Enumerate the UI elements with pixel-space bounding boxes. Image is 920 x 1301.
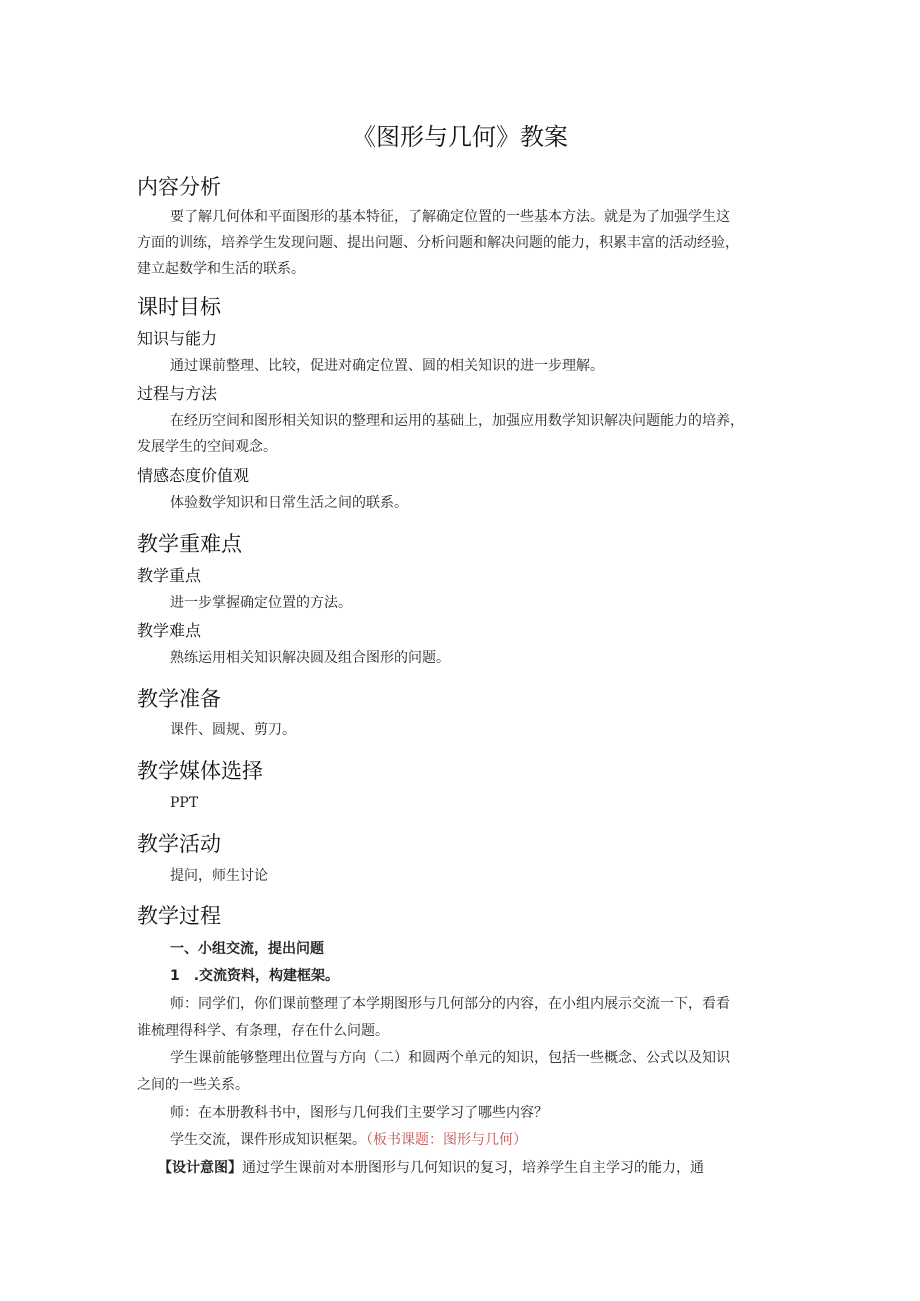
subheading-difficult-point: 教学难点 xyxy=(137,621,202,640)
design-intent-label: 【设计意图】 xyxy=(158,1160,242,1176)
process-method-line-1: 在经历空间和图形相关知识的整理和运用的基础上，加强应用数学知识解决问题能力的培养， xyxy=(170,413,744,429)
heading-teaching-process: 教学过程 xyxy=(137,904,221,928)
student-line-4 xyxy=(170,1130,527,1150)
heading-teaching-activity: 教学活动 xyxy=(137,832,221,856)
process-method-line-2: 发展学生的空间观念。 xyxy=(137,439,277,455)
content-analysis-line-3: 建立起数学和生活的联系。 xyxy=(137,261,305,277)
teacher-line-3: 师：在本册教科书中，图形与几何我们主要学习了哪些内容？ xyxy=(170,1105,548,1121)
knowledge-ability-text: 通过课前整理、比较，促进对确定位置、圆的相关知识的进一步理解。 xyxy=(170,358,604,374)
subheading-knowledge-ability: 知识与能力 xyxy=(137,329,218,348)
board-title-note: （板书课题：图形与几何） xyxy=(366,1132,527,1148)
teaching-activity-text: 提问，师生讨论 xyxy=(170,868,268,884)
design-intent-line xyxy=(158,1158,704,1178)
content-analysis-line-1: 要了解几何体和平面图形的基本特征，了解确定位置的一些基本方法。就是为了加强学生这 xyxy=(170,209,730,225)
document-title: 《图形与几何》教案 xyxy=(352,123,568,151)
heading-teaching-media: 教学媒体选择 xyxy=(137,759,263,783)
teacher-line-1b: 谁梳理得科学、有条理，存在什么问题。 xyxy=(137,1023,389,1039)
student-line-4-text: 学生交流，课件形成知识框架。 xyxy=(170,1132,366,1148)
teacher-line-1a: 师：同学们，你们课前整理了本学期图形与几何部分的内容，在小组内展示交流一下，看看 xyxy=(170,996,730,1012)
heading-lesson-goals: 课时目标 xyxy=(137,295,221,319)
teaching-prep-text: 课件、圆规、剪刀。 xyxy=(170,722,296,738)
subheading-attitude-values: 情感态度价值观 xyxy=(137,466,250,485)
heading-content-analysis: 内容分析 xyxy=(137,175,221,199)
student-line-2a: 学生课前能够整理出位置与方向（二）和圆两个单元的知识，包括一些概念、公式以及知识 xyxy=(170,1050,730,1066)
attitude-values-text: 体验数学知识和日常生活之间的联系。 xyxy=(170,495,408,511)
key-point-text: 进一步掌握确定位置的方法。 xyxy=(170,595,352,611)
heading-teaching-prep: 教学准备 xyxy=(137,687,221,711)
subheading-process-method: 过程与方法 xyxy=(137,384,218,403)
subheading-key-point: 教学重点 xyxy=(137,566,202,585)
student-line-2b: 之间的一些关系。 xyxy=(137,1077,249,1093)
difficult-point-text: 熟练运用相关知识解决圆及组合图形的问题。 xyxy=(170,650,450,666)
step-1-heading: 一、小组交流，提出问题 xyxy=(170,941,324,957)
heading-key-difficult-points: 教学重难点 xyxy=(137,532,242,556)
teaching-media-text: PPT xyxy=(170,795,199,811)
design-intent-text: 通过学生课前对本册图形与几何知识的复习，培养学生自主学习的能力，通 xyxy=(242,1160,704,1176)
content-analysis-line-2: 方面的训练，培养学生发现问题、提出问题、分析问题和解决问题的能力，积累丰富的活动经验， xyxy=(137,235,739,251)
step-1-1-heading: 1 .交流资料，构建框架。 xyxy=(170,968,340,984)
